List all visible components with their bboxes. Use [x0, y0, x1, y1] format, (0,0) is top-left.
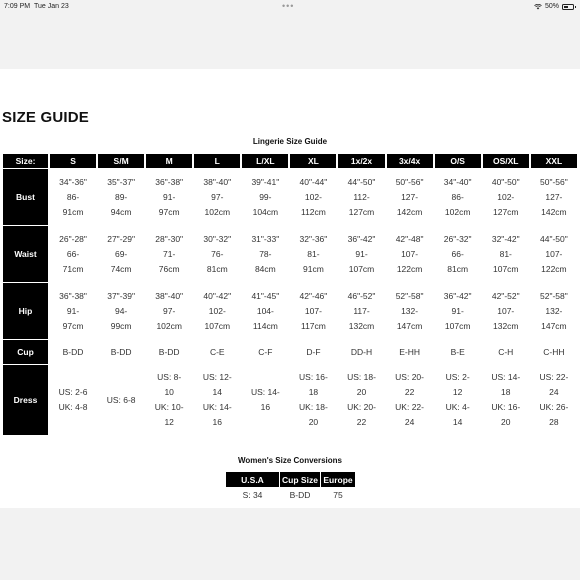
size-cell-line: 31"-33" [251, 233, 280, 244]
size-cell [387, 169, 433, 225]
size-cell-line: 132- [545, 305, 563, 316]
status-date: Tue Jan 23 [33, 3, 69, 10]
size-cell-line: 122cm [541, 263, 567, 274]
size-cell-line: 12 [164, 417, 174, 427]
size-cell-line: 97cm [158, 206, 180, 217]
size-cell-line: US: 20- [395, 372, 424, 382]
size-row-hip [3, 283, 577, 339]
size-cell-line: 81cm [206, 263, 228, 274]
size-cell-line: 35"-37" [107, 176, 135, 187]
size-cell-line: 22 [404, 387, 415, 397]
size-cell-line: 66- [451, 248, 464, 259]
size-cell [483, 365, 529, 435]
size-cell-line: 91cm [303, 263, 324, 274]
status-right [534, 3, 574, 10]
size-cell-line: US: 14- [491, 372, 521, 382]
conversion-header-row [226, 472, 355, 487]
size-cell-line: 14 [212, 387, 222, 397]
size-cell-line: 102- [208, 305, 226, 316]
size-cell [146, 365, 192, 435]
size-cell-line: 132- [401, 305, 419, 316]
size-cell-line: 147cm [541, 320, 567, 331]
size-cell-line: 91- [163, 191, 176, 202]
size-cell-line: UK: 14- [202, 402, 232, 412]
size-cell-line: 16 [260, 402, 271, 412]
wifi-icon [534, 4, 542, 10]
size-cell-line: 99cm [110, 320, 132, 331]
size-cell-line: 18 [308, 387, 319, 397]
size-cell-line: 26"-32" [443, 233, 472, 244]
size-cell-line: 78- [259, 248, 272, 259]
conversion-header-cell: U.S.A [226, 472, 279, 487]
size-cell-line: 117- [353, 305, 370, 316]
size-cell-line: 94- [114, 305, 128, 316]
size-cell [50, 226, 96, 282]
size-cell-line: 81cm [447, 263, 469, 274]
size-cell-line: 52"-58" [540, 290, 568, 301]
size-cell [435, 169, 481, 225]
size-cell-line: US: 2-6 [58, 387, 88, 397]
conversion-header-cell: Europe [321, 472, 355, 487]
size-cell [338, 283, 384, 339]
size-header-cell: XXL [531, 154, 577, 168]
size-cell-line: UK: 26- [539, 402, 569, 412]
size-cell [338, 226, 384, 282]
size-cell-line: 34"-36" [59, 176, 87, 187]
size-cell [483, 169, 529, 225]
size-cell-line: US: 18- [347, 372, 376, 382]
size-cell-line: UK: 4-8 [58, 402, 88, 412]
size-cell-line: 132cm [492, 320, 519, 331]
size-cell-line: 107- [497, 305, 515, 316]
size-cell-line: 107- [545, 248, 563, 259]
row-label: Waist [3, 226, 48, 282]
size-cell-line: 107cm [348, 263, 375, 274]
size-cell [50, 283, 96, 339]
size-cell-line: US: 16- [299, 372, 328, 382]
size-cell [435, 226, 481, 282]
size-cell [483, 340, 529, 364]
size-cell-line: 117cm [300, 320, 326, 331]
size-cell-line: 20 [356, 387, 367, 397]
size-cell-line: 40"-42" [203, 290, 232, 301]
size-cell-line: 28 [549, 417, 559, 427]
size-cell-line: 18 [501, 387, 511, 397]
size-cell-line: 84cm [254, 263, 276, 274]
size-cell-line: US: 12- [202, 372, 232, 382]
size-cell-line: 50"-56" [395, 176, 424, 187]
size-cell-line: 86- [66, 191, 80, 202]
size-cell-line: 34"-40" [443, 176, 472, 187]
status-time-value: 7:09 PM [4, 3, 31, 10]
size-cell-line: 32"-42" [491, 233, 520, 244]
size-cell [98, 283, 144, 339]
size-cell-line: 94cm [110, 206, 132, 217]
size-cell-line: 16 [212, 417, 222, 427]
size-header-cell: OS/XL [483, 154, 529, 168]
size-cell [98, 169, 144, 225]
size-header-cell: S/M [98, 154, 144, 168]
size-cell-line: 71cm [62, 263, 84, 274]
size-cell [531, 169, 577, 225]
size-cell [146, 283, 192, 339]
size-cell-line: 104cm [252, 206, 279, 217]
size-cell-line: 20 [308, 417, 319, 427]
row-label: Hip [3, 283, 48, 339]
conversion-header-cell: Cup Size [280, 472, 320, 487]
size-cell [98, 226, 144, 282]
size-cell-line: 102- [304, 191, 322, 202]
size-cell [290, 226, 336, 282]
size-row-cup [3, 340, 577, 364]
size-cell [290, 340, 336, 364]
size-cell [50, 340, 96, 364]
size-cell-line: 40"-50" [491, 176, 520, 187]
size-cell-line: 30"-32" [203, 233, 232, 244]
size-cell [194, 169, 240, 225]
size-cell-line: 14 [452, 417, 463, 427]
size-cell [338, 340, 384, 364]
size-cell [98, 365, 144, 435]
conversion-cell: S: 34 [242, 490, 263, 500]
size-cell [435, 283, 481, 339]
size-header-cell: L [194, 154, 240, 168]
size-cell-line: C-F [258, 346, 273, 357]
size-cell-line: DD-H [350, 346, 373, 357]
size-cell-line: US: 2- [445, 372, 470, 382]
conversion-cell: B-DD [289, 490, 311, 500]
size-header-cell: M [146, 154, 192, 168]
size-cell [146, 226, 192, 282]
size-cell [242, 365, 288, 435]
size-cell [290, 283, 336, 339]
size-cell-line: 24 [549, 387, 559, 397]
size-cell-line: 97- [163, 305, 176, 316]
lingerie-guide-title: Lingerie Size Guide [252, 137, 328, 146]
size-cell-line: UK: 16- [491, 402, 521, 412]
size-cell-line: 39"-41" [251, 176, 280, 187]
size-cell-line: UK: 10- [154, 402, 184, 412]
size-cell-line: UK: 4- [445, 402, 470, 412]
status-bar [0, 0, 580, 14]
size-cell [387, 340, 433, 364]
size-cell-line: 46"-52" [347, 290, 376, 301]
size-cell-line: 107cm [444, 320, 471, 331]
size-header-cell: 3x/4x [387, 154, 433, 168]
size-cell [242, 340, 288, 364]
size-cell [50, 365, 96, 435]
row-label: Dress [3, 365, 48, 435]
size-cell [387, 283, 433, 339]
battery-percent: 50% [544, 3, 559, 10]
size-cell [435, 340, 481, 364]
size-cell-line: 38"-40" [203, 176, 232, 187]
size-cell-line: 107- [401, 248, 419, 259]
size-cell-line: B-E [450, 346, 465, 357]
size-cell-line: 127- [401, 191, 419, 202]
size-cell-line: 76- [211, 248, 224, 259]
size-cell-line: 127cm [348, 206, 375, 217]
size-cell-line: 97- [211, 191, 224, 202]
size-cell [194, 340, 240, 364]
size-cell-line: 122cm [396, 263, 423, 274]
size-header-cell: L/XL [242, 154, 288, 168]
size-cell-line: 112cm [300, 206, 326, 217]
size-cell-line: 27"-29" [107, 233, 135, 244]
multitask-dots[interactable]: ••• [282, 1, 295, 11]
size-cell-line: 89- [114, 191, 128, 202]
size-cell-line: 104- [256, 305, 274, 316]
size-cell-line: 66- [66, 248, 80, 259]
size-cell [483, 283, 529, 339]
size-cell-line: 28"-30" [155, 233, 184, 244]
size-cell-line: 91- [66, 305, 80, 316]
size-cell [483, 226, 529, 282]
size-cell-line: 38"-40" [155, 290, 184, 301]
page-title: SIZE GUIDE [2, 109, 90, 126]
size-cell-line: US: 22- [539, 372, 569, 382]
size-cell [194, 365, 240, 435]
size-cell-line: 142cm [541, 206, 567, 217]
size-row-bust [3, 169, 577, 225]
size-cell-line: B-DD [110, 346, 132, 357]
conversions-title: Women's Size Conversions [237, 456, 342, 465]
size-cell-line: 127- [545, 191, 563, 202]
size-cell-line: 102cm [156, 320, 182, 331]
size-cell-line: 24 [404, 417, 415, 427]
size-cell [531, 340, 577, 364]
size-cell-line: 91- [355, 248, 368, 259]
conversion-cell: 75 [333, 490, 343, 500]
size-cell [242, 283, 288, 339]
size-cell [98, 340, 144, 364]
size-header-row [3, 154, 577, 168]
size-cell [531, 226, 577, 282]
size-cell [531, 365, 577, 435]
row-label: Bust [3, 169, 48, 225]
size-cell-line: 42"-46" [299, 290, 328, 301]
size-cell-line: 107cm [492, 263, 519, 274]
size-cell [50, 169, 96, 225]
size-cell [338, 365, 384, 435]
size-cell [242, 169, 288, 225]
size-cell-line: 102cm [444, 206, 471, 217]
size-cell-line: 102cm [204, 206, 231, 217]
size-cell-line: 41"-45" [251, 290, 280, 301]
size-cell [242, 226, 288, 282]
conversion-row [226, 488, 355, 502]
size-cell-line: 12 [452, 387, 463, 397]
size-cell-line: 81- [307, 248, 320, 259]
size-cell-line: D-F [306, 346, 321, 357]
status-time [4, 3, 69, 10]
size-header-cell: XL [290, 154, 336, 168]
size-cell-line: C-H [498, 346, 514, 357]
size-cell [194, 226, 240, 282]
size-cell-line: UK: 22- [395, 402, 424, 412]
size-cell [290, 365, 336, 435]
size-cell-line: B-DD [62, 346, 84, 357]
size-cell-line: 76cm [158, 263, 180, 274]
size-row-waist [3, 226, 577, 282]
size-header-cell: S [50, 154, 96, 168]
size-cell [435, 365, 481, 435]
size-cell-line: 147cm [396, 320, 423, 331]
size-cell-line: 20 [501, 417, 511, 427]
size-cell [338, 169, 384, 225]
size-cell-line: 44"-50" [540, 233, 568, 244]
size-cell-line: 132cm [348, 320, 375, 331]
size-row-dress [3, 365, 577, 435]
battery-icon [562, 4, 574, 10]
size-cell-line: C-HH [543, 346, 565, 357]
size-cell-line: 42"-52" [491, 290, 520, 301]
size-cell-line: 52"-58" [395, 290, 424, 301]
size-cell-line: 36"-38" [59, 290, 87, 301]
row-label: Cup [3, 340, 48, 364]
size-guide-page [0, 69, 580, 508]
size-cell-line: 36"-42" [443, 290, 472, 301]
size-cell-line: 99- [259, 191, 272, 202]
size-cell [387, 365, 433, 435]
size-cell-line: 10 [164, 387, 174, 397]
size-cell-line: C-E [209, 346, 225, 357]
size-header-cell: O/S [435, 154, 481, 168]
size-cell-line: E-HH [399, 346, 420, 357]
size-cell-line: 36"-42" [347, 233, 376, 244]
size-cell-line: 114cm [252, 320, 278, 331]
size-cell-line: 107- [304, 305, 322, 316]
lingerie-size-table [1, 153, 579, 436]
size-cell-line: 44"-50" [347, 176, 376, 187]
size-cell-line: US: 14- [250, 387, 280, 397]
size-header-cell: 1x/2x [338, 154, 384, 168]
size-cell-line: 91- [451, 305, 464, 316]
size-cell-line: 91cm [62, 206, 84, 217]
size-cell [146, 340, 192, 364]
size-cell-line: US: 6-8 [106, 394, 136, 405]
size-cell-line: 86- [451, 191, 464, 202]
size-cell-line: 71- [163, 248, 176, 259]
size-cell [146, 169, 192, 225]
size-cell-line: 127cm [492, 206, 519, 217]
size-cell-line: 107cm [204, 320, 231, 331]
size-cell-line: 26"-28" [59, 233, 87, 244]
size-cell-line: B-DD [158, 346, 180, 357]
size-cell [531, 283, 577, 339]
size-cell-line: 142cm [396, 206, 423, 217]
size-cell [194, 283, 240, 339]
size-cell-line: 74cm [110, 263, 132, 274]
size-cell-line: 40"-44" [299, 176, 328, 187]
size-conversion-table [225, 471, 356, 503]
size-cell-line: US: 8- [157, 372, 182, 382]
size-cell [290, 169, 336, 225]
size-cell-line: UK: 18- [299, 402, 328, 412]
size-cell-line: 32"-36" [299, 233, 328, 244]
size-label-header: Size: [3, 154, 48, 168]
size-cell-line: 37"-39" [107, 290, 135, 301]
size-cell [387, 226, 433, 282]
size-cell-line: 42"-48" [395, 233, 424, 244]
size-cell-line: 97cm [62, 320, 84, 331]
size-cell-line: 50"-56" [540, 176, 568, 187]
size-cell-line: UK: 20- [347, 402, 376, 412]
size-cell-line: 69- [114, 248, 128, 259]
size-cell-line: 22 [356, 417, 367, 427]
size-cell-line: 36"-38" [155, 176, 184, 187]
size-cell-line: 102- [497, 191, 515, 202]
size-cell-line: 112- [353, 191, 370, 202]
size-cell-line: 81- [499, 248, 512, 259]
